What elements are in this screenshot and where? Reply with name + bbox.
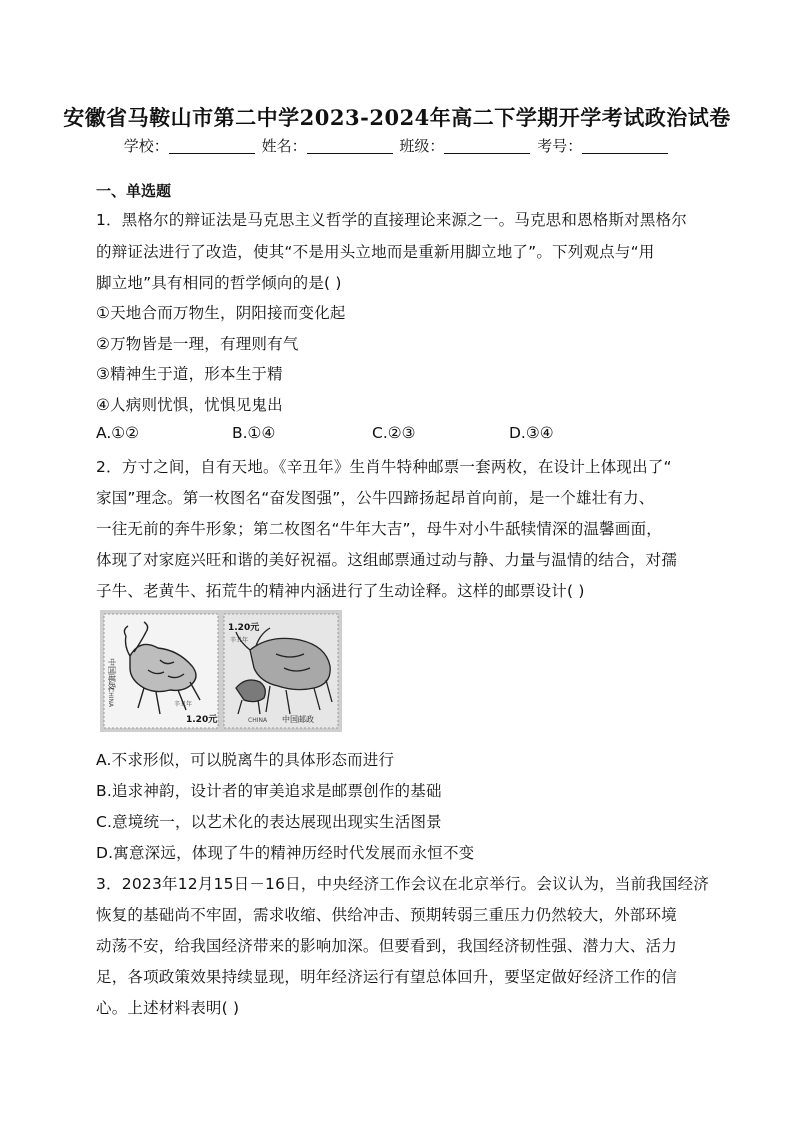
- name-blank[interactable]: [307, 139, 393, 154]
- right-country-en: CHINA: [248, 717, 268, 724]
- q1-statement: ②万物皆是一理，有理则有气: [96, 335, 299, 353]
- stamp-right: [224, 614, 338, 728]
- q1-statement: ①天地合而万物生，阴阳接而变化起: [96, 304, 346, 322]
- left-year: 辛丑年: [174, 701, 193, 708]
- q2-option-b[interactable]: B.追求神韵，设计者的审美追求是邮票创作的基础: [96, 782, 442, 800]
- left-denomination: 1.20元: [186, 715, 218, 725]
- name-label: 姓名：: [261, 137, 307, 155]
- right-year: 辛丑年: [230, 637, 249, 644]
- q3-line: 3．2023年12月15日－16日，中央经济工作会议在北京举行。会议认为，当前我国经济: [96, 875, 710, 893]
- q3-line: 动荡不安，给我国经济带来的影响加深。但要看到，我国经济韧性强、潜力大、活力: [96, 937, 677, 955]
- class-label: 班级：: [399, 137, 445, 155]
- school-blank[interactable]: [169, 139, 255, 154]
- ox-stamps-image: [100, 610, 342, 732]
- q1-statement: ③精神生于道，形本生于精: [96, 365, 283, 383]
- exam-number-label: 考号：: [537, 137, 583, 155]
- left-country-en: CHINA: [107, 688, 114, 708]
- exam-number-blank[interactable]: [582, 139, 668, 154]
- q1-option-d[interactable]: D.③④: [509, 424, 554, 442]
- q2-line: 2．方寸之间，自有天地。《辛丑年》生肖牛特种邮票一套两枚，在设计上体现出了“: [96, 458, 672, 476]
- q2-option-d[interactable]: D.寓意深远，体现了牛的精神历经时代发展而永恒不变: [96, 844, 475, 862]
- q1-statement: ④人病则忧惧，忧惧见鬼出: [96, 396, 283, 414]
- q2-option-a[interactable]: A.不求形似，可以脱离牛的具体形态而进行: [96, 751, 395, 769]
- q2-line: 子牛、老黄牛、拓荒牛的精神内涵进行了生动诠释。这样的邮票设计( ): [96, 582, 585, 600]
- q1-option-b[interactable]: B.①④: [232, 424, 276, 442]
- q2-option-c[interactable]: C.意境统一，以艺术化的表达展现出现实生活图景: [96, 813, 442, 831]
- q1-line: 1．黑格尔的辩证法是马克思主义哲学的直接理论来源之一。马克思和恩格斯对黑格尔: [96, 211, 687, 229]
- stamp-left: [104, 614, 218, 728]
- right-denomination: 1.20元: [228, 623, 260, 633]
- q2-line: 家国”理念。第一枚图名“奋发图强”，公牛四蹄扬起昂首向前，是一个雄壮有力、: [96, 489, 655, 507]
- q1-option-c[interactable]: C.②③: [372, 424, 416, 442]
- left-country: 中国邮政: [107, 658, 116, 690]
- section-heading: 一、单选题: [96, 182, 172, 200]
- q2-line: 体现了对家庭兴旺和谐的美好祝福。这组邮票通过动与静、力量与温情的结合，对孺: [96, 551, 677, 569]
- q1-option-a[interactable]: A.①②: [96, 424, 140, 442]
- q3-line: 足，各项政策效果持续显现，明年经济运行有望总体回升，要坚定做好经济工作的信: [96, 968, 677, 986]
- class-blank[interactable]: [444, 139, 530, 154]
- exam-title: 安徽省马鞍山市第二中学2023-2024年高二下学期开学考试政治试卷: [63, 105, 731, 130]
- q3-line: 恢复的基础尚不牢固，需求收缩、供给冲击、预期转弱三重压力仍然较大，外部环境: [96, 906, 677, 924]
- q1-line: 的辩证法进行了改造，使其“不是用头立地而是重新用脚立地了”。下列观点与“用: [96, 243, 655, 261]
- q1-line: 脚立地”具有相同的哲学倾向的是( ): [96, 274, 342, 292]
- right-country: 中国邮政: [282, 715, 314, 724]
- q2-line: 一往无前的奔牛形象；第二枚图名“牛年大吉”，母牛对小牛舐犊情深的温馨画面，: [96, 520, 662, 538]
- q3-line: 心。上述材料表明( ): [96, 999, 240, 1017]
- student-info-row: [0, 135, 794, 156]
- school-label: 学校：: [123, 137, 169, 155]
